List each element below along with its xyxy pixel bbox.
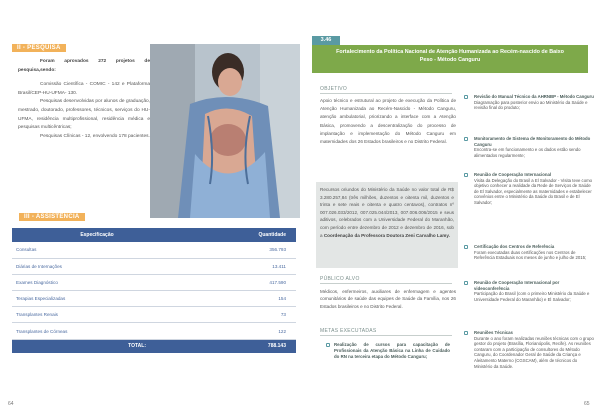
public-text: Médicos, enfermeiros, auxiliares de enfermagem e agentes comunitários de saúde das equipes de Saúde da Família, nos 26 Estados brasileiros e no Distrito Federal. [320,289,456,309]
card-1 [464,94,594,111]
goals-head: METAS EXECUTADAS [320,328,452,336]
row-label: Terapias Especializadas [12,291,182,307]
table-header [12,228,296,242]
research-text [18,58,150,141]
resources-coordinator: Coordenação da Professora Doutora Zeni Carvalho Lamy. [323,232,450,238]
check-icon [464,281,468,285]
card-text: Durante o ano foram realizadas reuniões técnicas com o grupo gestor do projeto (Brasília, Florianópolis, Recife). As reuniões contaram com a participação de consultores do Método Canguru, do Coordenador Geral de Saúde da Criança e Aleitamento Materno (CGSCAM), além de técnicos do Ministério da Saúde. [474,335,594,369]
table-row [12,258,296,274]
photo-illustration [150,44,300,218]
card-text: Foram executadas duas certificações nos Centros de Referência Estaduais nos meses de junho e julho de 2015; [474,249,587,261]
page-number-right: 65 [584,401,590,407]
card-title: Certificação dos Centros de Referência [474,244,555,249]
table-row [12,274,296,290]
check-icon [326,343,330,347]
research-para-3: Pesquisas desenvolvidas por alunos de graduação, mestrado, doutorado, professores, técnicos, serviços do HU-UFMA, residência multiprofissional, residência médica e pesquisas multicêntricas; [18,99,150,131]
card-title: Reuniões Técnicas [474,330,513,335]
table-row [12,307,296,323]
row-value: 122 [182,323,296,339]
table-header-col2: Quantidade [258,232,286,238]
row-label: Diárias de Internações [12,258,182,274]
right-column [464,86,594,406]
card-5 [464,280,594,302]
check-icon [464,331,468,335]
page-number-left: 64 [8,401,14,407]
total-value: 788.143 [267,343,286,350]
right-page [300,0,600,416]
card-text: Diagramação para posterior envio ao Ministério da Saúde e revisão final do produto; [474,99,588,111]
research-para-4: Pesquisas Clínicas - 12, envolvendo 178 pacientes. [40,133,150,139]
row-value: 154 [182,291,296,307]
card-text: Participação do Brasil (com o primeiro Ministério da Saúde e Universidade Federal do Maranhão) e El Salvador; [474,291,590,302]
card-text: Encontra-se em funcionamento e os dados estão sendo alimentados regularmente; [474,147,581,158]
table-row [12,291,296,307]
row-value: 417.590 [182,274,296,290]
table-row [12,323,296,339]
card-title: Revisão do Manual Técnico da AHRNBP - Método Canguru [474,94,594,99]
public-head: PÚBLICO ALVO [320,276,452,284]
row-value: 73 [182,307,296,323]
check-icon [464,245,468,249]
research-para-1: Foram aprovados 272 projetos de pesquisa,sendo: [18,59,150,73]
assist-tag: III - ASSISTÊNCIA [19,213,85,221]
research-tag: II - PESQUISA [12,44,66,52]
row-label: Transplantes Renais [12,307,182,323]
total-label: TOTAL: [128,343,146,350]
table-total-row [12,339,296,353]
row-value: 13.411 [182,258,296,274]
research-para-2: Comissão Científica - COMIC - 142 e Plataforma Brasil/CEP-HU-UFMA- 130. [18,82,150,96]
check-icon [464,173,468,177]
card-text: Visita da Delegação do Brasil a El Salvador - Visita teve como objetivo conhecer a realidade da Rede de Serviços de Saúde de El Salvador, especialmente as maternidades e estabelecer convênios entre o Ministério da Saúde do Brasil e de El Salvador; [474,177,593,205]
kangaroo-care-photo [150,44,300,218]
objective-head: OBJETIVO [320,86,452,94]
goal-text-1: Realização de cursos para capacitação de Profissionais da Atenção Básica na Linha de Cuidado do RN na terceira etapa do Método Canguru; [334,342,450,359]
check-icon [464,95,468,99]
assist-table [12,228,296,353]
card-3 [464,172,594,206]
card-title: Monitoramento de Sistema de Monitoramento do Método Canguru [474,136,591,147]
table-row [12,242,296,258]
resources-prefix: Recursos oriundos do Ministério da Saúde no valor total de R$ 3.280.257,84 (três milhões, duzentos e oitenta mil, duzentos e trinta e sete reais e oitenta e quatro centavos), contratos nº 007.026.033/2012, 007.025.044/2013, 007.006.006/2015 e seus aditivos, celebrados com a Universidade Federal do Maranhão, com período entre dezembro de 2012 e dezembro de 2016, sob a [320,187,454,238]
card-2 [464,136,594,158]
card-title: Reunião de Cooperação Internacional [474,172,552,177]
row-value: 356.793 [182,242,296,258]
goal-item-1 [326,342,450,359]
row-label: Exames Diagnóstico [12,274,182,290]
row-label: Transplantes de Córneas [12,323,182,339]
row-label: Consultas [12,242,182,258]
section-badge: 3.46 [312,36,340,45]
section-title: Fortalecimento da Política Nacional de Atenção Humanizada ao Recém-nascido de Baixo Peso - Método Canguru [336,49,564,63]
card-title: Reunião de Cooperação Internacional por videoconferência [474,280,560,291]
objective-text: Apoio técnico e estrutural ao projeto de execução da Política de Atenção Humanizada ao Recém-Nascido - Método Canguru, atenção ambulatorial, priorizando a interface com a Atenção Básica, promovendo a descentralização do processo de implantação e implementação do Método Canguru em maternidades dos 26 Estados brasileiros e no Distrito Federal. [320,98,456,145]
resources-text [320,186,454,239]
check-icon [464,137,468,141]
card-4 [464,244,594,261]
card-6 [464,330,594,369]
table-header-col1: Especificação [80,232,114,238]
